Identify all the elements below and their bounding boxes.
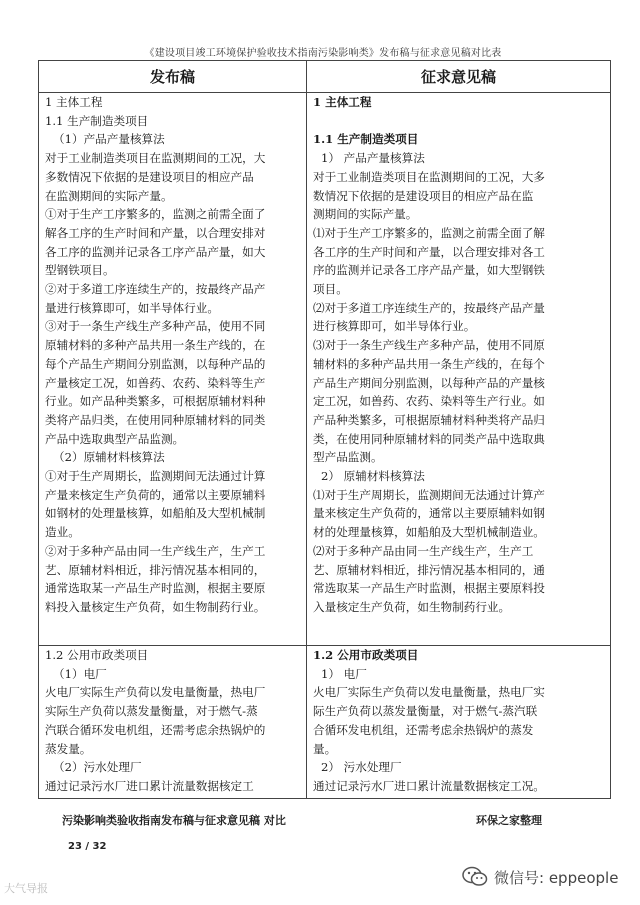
text-line: 多数情况下依据的是建设项目的相应产品 bbox=[45, 169, 254, 184]
text-line: 量来核定生产负荷的，通常以主要原辅料如钢 bbox=[313, 506, 545, 521]
text-line: 1 主体工程 bbox=[45, 95, 103, 109]
wechat-icon bbox=[462, 866, 488, 888]
text-line: 火电厂实际生产负荷以发电量衡量，热电厂 bbox=[45, 685, 266, 700]
text-line: ⑵对于多种产品由同一生产线生产，生产工 bbox=[313, 543, 534, 558]
text-line: 造业。 bbox=[45, 525, 80, 540]
text-line: （2）原辅材料核算法 bbox=[53, 450, 165, 465]
text-line: 如钢材的处理量核算，如船舶及大型机械制 bbox=[45, 506, 266, 521]
text-line: 对于工业制造类项目在监测期间的工况，大多 bbox=[313, 169, 545, 184]
text-line: 测期间的实际产量。 bbox=[313, 207, 418, 222]
text-line: （1）电厂 bbox=[53, 666, 107, 681]
text-line: 进行核算即可，如半导体行业。 bbox=[313, 319, 476, 334]
text-line: 各工序的监测并记录各工序产品产量，如大 bbox=[45, 244, 266, 259]
text-line: 通过记录污水厂进口累计流量数据核定工 bbox=[45, 778, 254, 793]
cell-draft-main-project bbox=[307, 93, 611, 646]
comparison-table bbox=[38, 60, 611, 799]
footer-credit: 环保之家整理 bbox=[476, 814, 542, 827]
text-line: ③对于一条生产线生产多种产品，使用不同 bbox=[45, 319, 266, 334]
text-block bbox=[45, 646, 302, 796]
text-line: 定工况，如兽药、农药、染料等生产行业。如 bbox=[313, 394, 545, 409]
text-line: 艺、原辅材料相近，排污情况基本相同的，通 bbox=[313, 562, 545, 577]
text-line: 原辅材料的多种产品共用一条生产线的，在 bbox=[45, 338, 266, 353]
text-line: 类将产品归类，在使用同种原辅材料的同类 bbox=[45, 412, 266, 427]
blank-line bbox=[313, 112, 606, 131]
wechat-id: 微信号: eppeople bbox=[494, 868, 619, 887]
text-line: 产品种类繁多，可根据原辅材料种类将产品归 bbox=[313, 412, 545, 427]
text-line: ②对于多种产品由同一生产线生产，生产工 bbox=[45, 543, 266, 558]
text-line: 材的处理量核算，如船舶及大型机械制造业。 bbox=[313, 525, 545, 540]
text-line: 2） 原辅材料核算法 bbox=[321, 469, 425, 484]
text-line: （1）产品产量核算法 bbox=[53, 132, 165, 147]
text-line: 汽联合循环发电机组，还需考虑余热锅炉的 bbox=[45, 722, 266, 737]
text-line: 通常选取某一产品生产时监测，根据主要原 bbox=[45, 581, 266, 596]
text-line: 料投入量核定生产负荷，如生物制药行业。 bbox=[45, 599, 266, 614]
text-line: 型钢铁项目。 bbox=[45, 263, 115, 278]
text-line: 实际生产负荷以蒸发量衡量，对于燃气-蒸 bbox=[45, 704, 258, 719]
text-block bbox=[45, 93, 302, 617]
text-line: 1） 产品产量核算法 bbox=[321, 151, 425, 166]
watermark-left: 大气导报 bbox=[4, 882, 48, 895]
text-line: ⑶对于一条生产线生产多种产品，使用不同原 bbox=[313, 338, 545, 353]
cell-draft-public-utility bbox=[307, 646, 611, 799]
text-line: 行业。如产品种类繁多，可根据原辅材料种 bbox=[45, 394, 266, 409]
text-line: 项目。 bbox=[313, 282, 348, 297]
text-line: 2） 污水处理厂 bbox=[321, 760, 402, 775]
table-header-row bbox=[39, 61, 611, 93]
table-row bbox=[39, 646, 611, 799]
text-line: ⑴对于生产工序繁多的，监测之前需全面了解 bbox=[313, 225, 545, 240]
text-line: 艺、原辅材料相近，排污情况基本相同的， bbox=[45, 562, 266, 577]
text-line: 序的监测并记录各工序产品产量，如大型钢铁 bbox=[313, 263, 545, 278]
cell-published-main-project bbox=[39, 93, 307, 646]
text-line: 火电厂实际生产负荷以发电量衡量，热电厂实 bbox=[313, 685, 545, 700]
text-line: 际生产负荷以蒸发量衡量，对于燃气-蒸汽联 bbox=[313, 704, 538, 719]
text-line: 每个产品生产期间分别监测，以每种产品的 bbox=[45, 356, 266, 371]
text-line: 入量核定生产负荷，如生物制药行业。 bbox=[313, 599, 511, 614]
text-line: ①对于生产周期长，监测期间无法通过计算 bbox=[45, 469, 266, 484]
text-block bbox=[313, 646, 606, 796]
text-line: 产品中选取典型产品监测。 bbox=[45, 431, 185, 446]
text-line: 在监测期间的实际产量。 bbox=[45, 188, 173, 203]
text-line: 产量来核定生产负荷的，通常以主要原辅料 bbox=[45, 487, 266, 502]
text-line: 1.2 公用市政类项目 bbox=[313, 648, 419, 662]
footer-caption: 污染影响类验收指南发布稿与征求意见稿 对比 bbox=[62, 814, 286, 827]
text-line: 1.1 生产制造类项目 bbox=[45, 113, 149, 128]
column-header-published: 发布稿 bbox=[39, 61, 307, 93]
text-line: ⑵对于多道工序连续生产的，按最终产品产量 bbox=[313, 300, 545, 315]
text-line: 解各工序的生产时间和产量，以合理安排对 bbox=[45, 225, 266, 240]
table-row bbox=[39, 93, 611, 646]
watermark-wechat bbox=[462, 864, 618, 890]
text-line: 类，在使用同种原辅材料的同类产品中选取典 bbox=[313, 431, 545, 446]
text-line: 产量核定工况，如兽药、农药、染料等生产 bbox=[45, 375, 266, 390]
text-line: 对于工业制造类项目在监测期间的工况，大 bbox=[45, 151, 266, 166]
text-line: 常选取某一产品生产时监测，根据主要原料投 bbox=[313, 581, 545, 596]
column-header-draft: 征求意见稿 bbox=[307, 61, 611, 93]
text-line: 1） 电厂 bbox=[321, 666, 367, 681]
text-line: 合循环发电机组，还需考虑余热锅炉的蒸发 bbox=[313, 722, 534, 737]
text-line: 通过记录污水厂进口累计流量数据核定工况。 bbox=[313, 778, 545, 793]
running-title: 《建设项目竣工环境保护验收技术指南污染影响类》发布稿与征求意见稿对比表 bbox=[144, 48, 502, 59]
text-line: 数情况下依据的是建设项目的相应产品在监 bbox=[313, 188, 534, 203]
text-block bbox=[313, 93, 606, 617]
text-line: 量。 bbox=[313, 741, 337, 756]
text-line: 产品生产期间分别监测，以每种产品的产量核 bbox=[313, 375, 545, 390]
text-line: 1 主体工程 bbox=[313, 95, 372, 109]
text-line: ⑴对于生产周期长，监测期间无法通过计算产 bbox=[313, 487, 545, 502]
cell-published-public-utility bbox=[39, 646, 307, 799]
text-line: 1.2 公用市政类项目 bbox=[45, 648, 149, 662]
page-number: 23 / 32 bbox=[68, 841, 107, 852]
text-line: ②对于多道工序连续生产的，按最终产品产 bbox=[45, 282, 266, 297]
text-line: 蒸发量。 bbox=[45, 741, 92, 756]
text-line: （2）污水处理厂 bbox=[53, 760, 142, 775]
text-line: 型产品监测。 bbox=[313, 450, 383, 465]
text-line: 各工序的生产时间和产量，以合理安排对各工 bbox=[313, 244, 545, 259]
text-line: 1.1 生产制造类项目 bbox=[313, 132, 419, 147]
text-line: ①对于生产工序繁多的，监测之前需全面了 bbox=[45, 207, 266, 222]
text-line: 量进行核算即可，如半导体行业。 bbox=[45, 300, 219, 315]
text-line: 辅材料的多种产品共用一条生产线的，在每个 bbox=[313, 356, 545, 371]
